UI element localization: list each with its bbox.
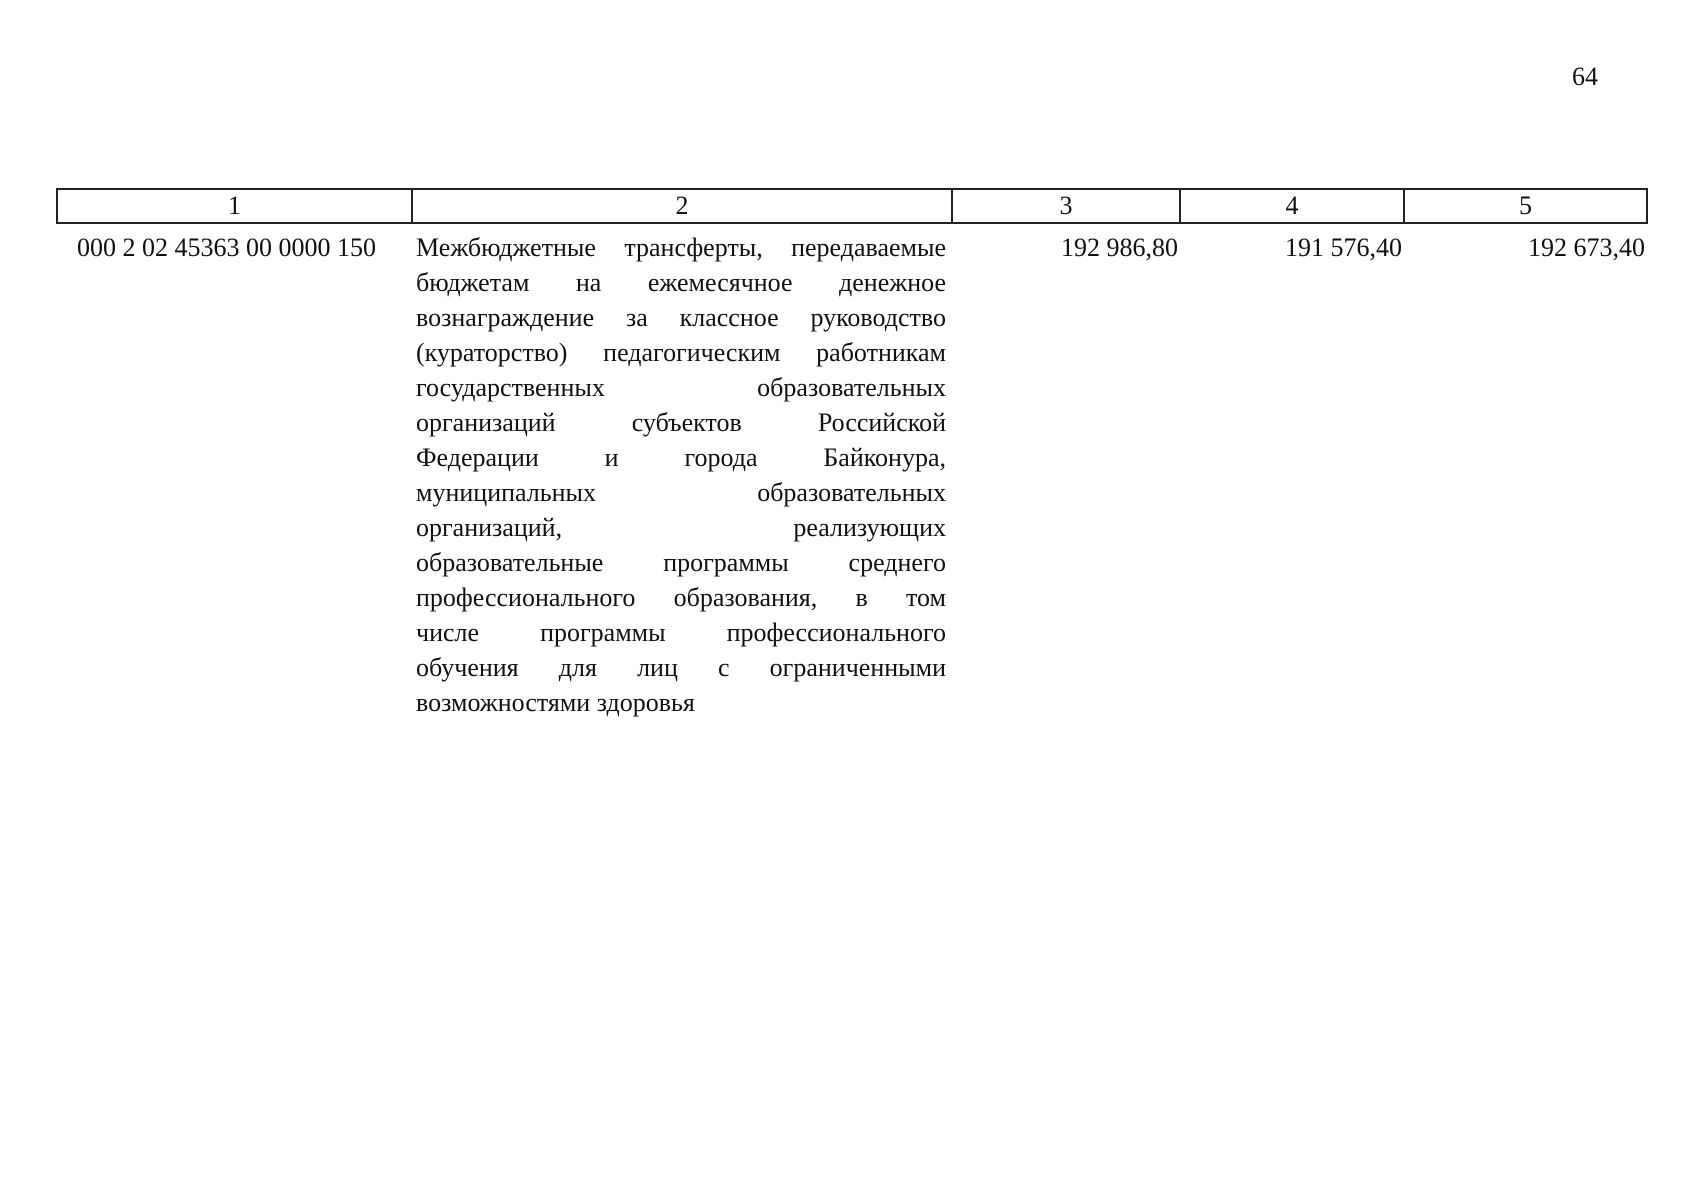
header-col-4: 4 [1180,189,1404,223]
budget-item-name [412,223,952,720]
name-line: государственных образовательных [416,373,946,402]
value-col-3: 192 986,80 [1061,233,1178,262]
name-line: обучения для лиц с ограниченными [416,653,946,682]
name-line: числе программы профессионального [416,618,946,647]
header-col-1: 1 [57,189,412,223]
name-line: муниципальных образовательных [416,478,946,507]
header-col-2: 2 [412,189,952,223]
header-col-3: 3 [952,189,1180,223]
name-line: бюджетам на ежемесячное денежное [416,268,946,297]
table-body [57,223,1647,720]
name-line: Федерации и города Байконура, [416,443,946,472]
name-line: вознаграждение за классное руководство [416,303,946,332]
budget-item-text [416,230,946,720]
header-row [57,189,1647,223]
header-col-5: 5 [1404,189,1647,223]
name-line: организаций, реализующих [416,513,946,542]
table-row [57,223,1647,720]
name-line: организаций субъектов Российской [416,408,946,437]
page-number: 64 [1572,62,1598,91]
name-line: профессионального образования, в том [416,583,946,612]
budget-table [56,188,1648,720]
value-col-5: 192 673,40 [1528,233,1645,262]
budget-code: 000 2 02 45363 00 0000 150 [77,233,376,262]
value-col-4: 191 576,40 [1285,233,1402,262]
name-line: образовательные программы среднего [416,548,946,577]
name-line: (кураторство) педагогическим работникам [416,338,946,367]
name-line: Межбюджетные трансферты, передаваемые [416,233,946,262]
table-header [57,189,1647,223]
name-line: возможностями здоровья [416,688,695,717]
